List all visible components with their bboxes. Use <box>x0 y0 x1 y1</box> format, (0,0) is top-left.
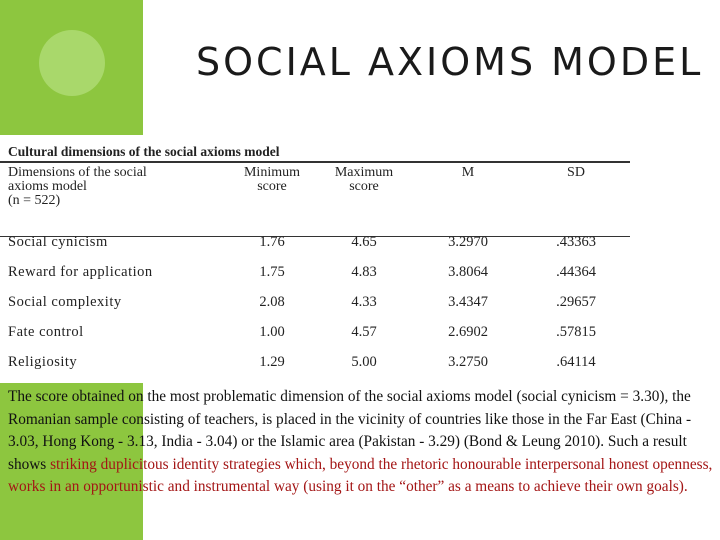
header-mean: M <box>461 165 475 180</box>
table-row <box>0 292 630 316</box>
header-maximum-line1: Maximum <box>334 165 394 180</box>
table-caption: Cultural dimensions of the social axioms model <box>8 144 280 159</box>
header-maximum <box>318 166 410 194</box>
row-min: 1.75 <box>259 264 285 280</box>
header-minimum-line2: score <box>257 179 287 194</box>
data-table <box>0 135 720 383</box>
row-mean: 3.2970 <box>448 234 488 250</box>
row-min: 2.08 <box>259 294 285 310</box>
slide-title: SOCIAL AXIOMS MODEL <box>196 40 704 84</box>
row-sd: .64114 <box>556 354 596 370</box>
row-mean: 3.4347 <box>448 294 488 310</box>
header-minimum-line1: Minimum <box>243 165 300 180</box>
row-max: 4.57 <box>351 324 377 340</box>
row-mean: 3.2750 <box>448 354 488 370</box>
table-row <box>0 232 630 256</box>
paragraph-highlight: striking duplicitous identity strategies which, beyond the rhetoric honourable interpersonal honest openness, works in an opportunistic and instrumental way (using it on the “other” as a means to achieve their own goals). <box>8 455 713 495</box>
row-sd: .43363 <box>556 234 596 250</box>
row-min: 1.76 <box>259 234 285 250</box>
row-max: 4.83 <box>351 264 377 280</box>
paragraph-text: The score obtained on the most problematic dimension of the social axioms model (social cynicism = 3.30), the Romanian sample consisting of teachers, is placed in the vicinity of countries like those in the Far East (China - 3.03, Hong Kong - 3.13, India - 3.04) or the Islamic area (Pakistan - 3.29) (Bond & Leung 2010). Such a result shows <box>8 388 692 473</box>
header-dimension <box>8 166 223 208</box>
row-mean: 2.6902 <box>448 324 488 340</box>
header-dimension-line1: Dimensions of the social <box>8 165 147 180</box>
header-dimension-line2: axioms model <box>8 179 87 194</box>
header-dimension-line3: (n = 522) <box>8 193 61 208</box>
row-max: 5.00 <box>351 354 377 370</box>
table-row <box>0 262 630 286</box>
row-max: 4.65 <box>351 234 377 250</box>
row-sd: .44364 <box>556 264 596 280</box>
row-sd: .29657 <box>556 294 596 310</box>
row-name: Social complexity <box>8 294 122 310</box>
body-paragraph <box>8 386 720 499</box>
row-sd: .57815 <box>556 324 596 340</box>
table-row <box>0 322 630 346</box>
row-name: Reward for application <box>8 264 153 280</box>
row-min: 1.00 <box>259 324 285 340</box>
table-row <box>0 352 630 376</box>
row-name: Social cynicism <box>8 234 108 250</box>
decorative-circle <box>39 30 105 96</box>
row-min: 1.29 <box>259 354 285 370</box>
header-minimum <box>226 166 318 194</box>
header-maximum-line2: score <box>349 179 379 194</box>
table-top-rule <box>0 161 630 163</box>
row-name: Fate control <box>8 324 84 340</box>
row-max: 4.33 <box>351 294 377 310</box>
row-mean: 3.8064 <box>448 264 488 280</box>
row-name: Religiosity <box>8 354 78 370</box>
header-sd: SD <box>567 165 585 180</box>
